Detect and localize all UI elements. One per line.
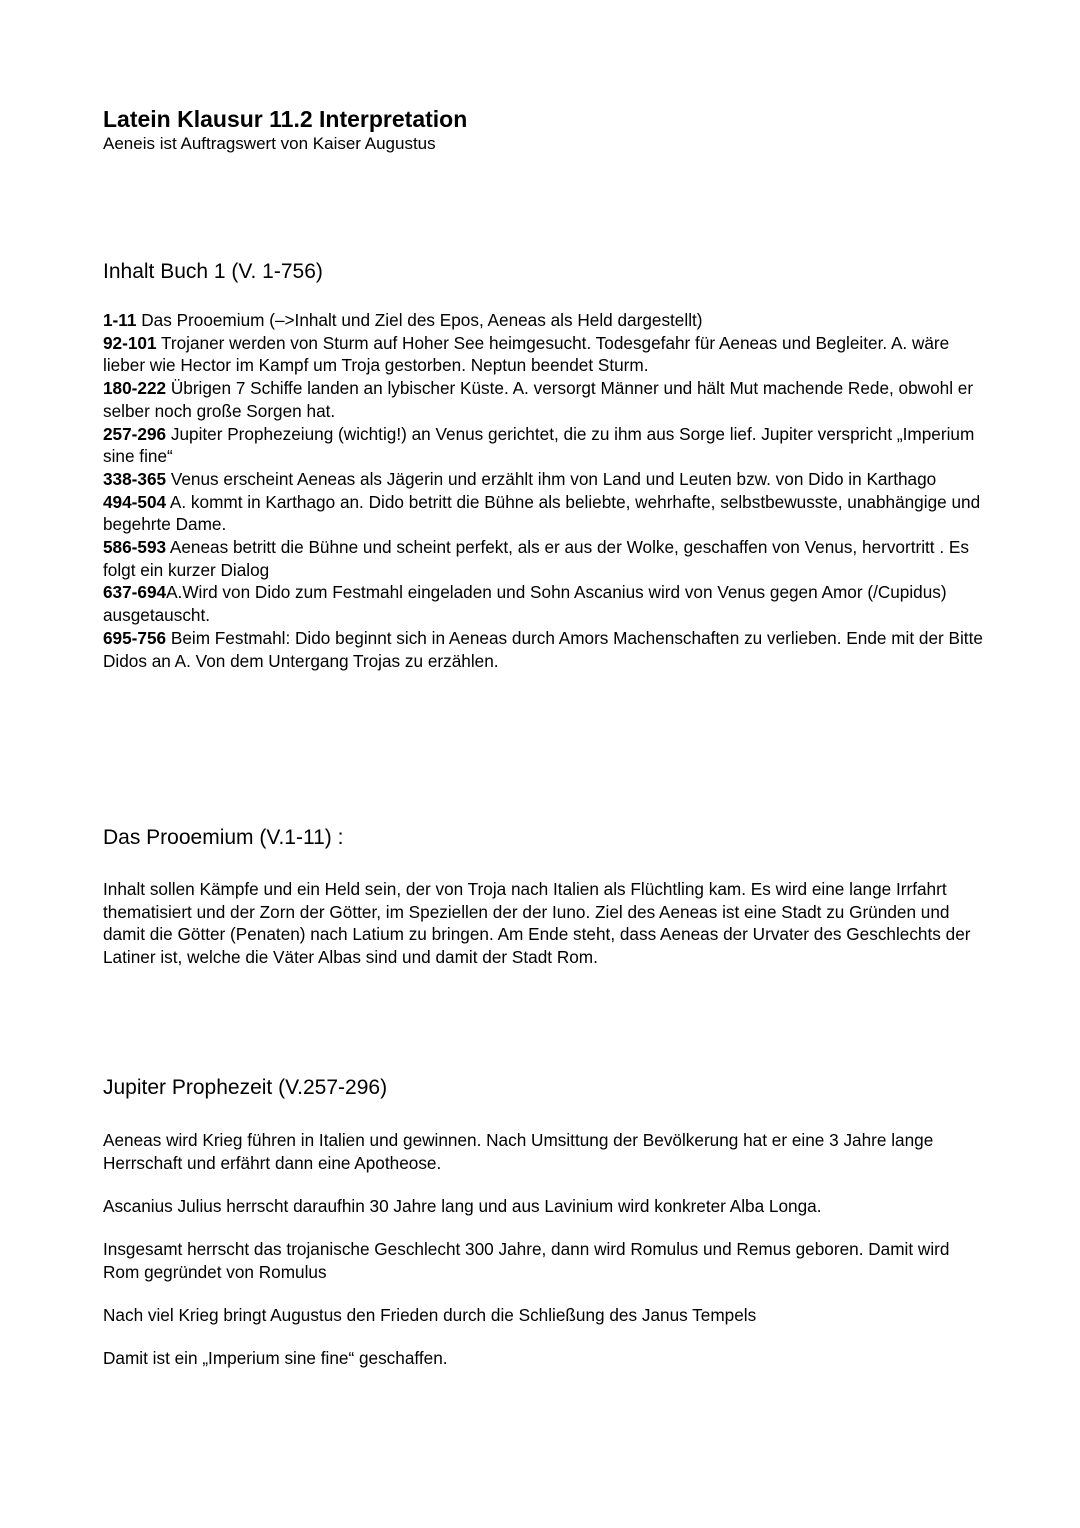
- entry-text: Trojaner werden von Sturm auf Hoher See heimgesucht. Todesgefahr für Aeneas und Begleiter. A. wäre lieber wie Hector im Kampf um Troja gestorben. Neptun beendet Sturm.: [103, 332, 950, 376]
- verse-range: 695-756: [103, 627, 167, 648]
- entry-text: Das Prooemium (–>Inhalt und Ziel des Epos, Aeneas als Held dargestellt): [136, 310, 703, 330]
- entry-text: Jupiter Prophezeiung (wichtig!) an Venus gerichtet, die zu ihm aus Sorge lief. Jupiter verspricht „Imperium sine fine“: [103, 423, 975, 467]
- inhalt-entry: [103, 536, 983, 581]
- document-title: Latein Klausur 11.2 Interpretation: [103, 106, 468, 132]
- entry-text: Beim Festmahl: Dido beginnt sich in Aeneas durch Amors Machenschaften zu verlieben. Ende mit der Bitte Didos an A. Von dem Untergang Trojas zu erzählen.: [103, 627, 983, 671]
- prooemium-body: [103, 878, 983, 969]
- inhalt-entry: [103, 491, 983, 536]
- verse-range: 637-694: [103, 582, 167, 603]
- entry-text: Übrigen 7 Schiffe landen an lybischer Küste. A. versorgt Männer und hält Mut machende Rede, obwohl er selber noch große Sorgen hat.: [103, 378, 974, 421]
- section-heading-prooemium: Das Prooemium (V.1-11) :: [103, 826, 344, 849]
- inhalt-entry: [103, 581, 983, 626]
- inhalt-entry: [103, 332, 983, 377]
- paragraph: Nach viel Krieg bringt Augustus den Frieden durch die Schließung des Janus Tempels: [103, 1304, 757, 1325]
- section-heading-jupiter: Jupiter Prophezeit (V.257-296): [103, 1076, 388, 1099]
- inhalt-entry: [103, 627, 983, 672]
- paragraph: Damit ist ein „Imperium sine fine“ geschaffen.: [103, 1347, 448, 1368]
- inhalt-entry: [103, 423, 983, 468]
- entry-text: A. kommt in Karthago an. Dido betritt die Bühne als beliebte, wehrhafte, selbstbewusste, unabhängige und begehrte Dame.: [103, 491, 981, 535]
- verse-range: 494-504: [103, 491, 167, 512]
- document-subtitle: Aeneis ist Auftragswert von Kaiser Augustus: [103, 134, 436, 153]
- verse-range: 1-11: [103, 310, 137, 330]
- entry-text: Aeneas betritt die Bühne und scheint perfekt, als er aus der Wolke, geschaffen von Venus, hervortritt . Es folgt ein kurzer Dialog: [103, 537, 969, 580]
- jupiter-body: [103, 1129, 983, 1369]
- paragraph: Ascanius Julius herrscht daraufhin 30 Jahre lang und aus Lavinium wird konkreter Alba Longa.: [103, 1195, 822, 1216]
- inhalt-entry: [103, 309, 983, 332]
- entry-text: A.Wird von Dido zum Festmahl eingeladen und Sohn Ascanius wird von Venus gegen Amor (/Cupidus) ausgetauscht.: [103, 582, 947, 626]
- section-heading-inhalt: Inhalt Buch 1 (V. 1-756): [103, 260, 323, 283]
- paragraph: Insgesamt herrscht das trojanische Geschlecht 300 Jahre, dann wird Romulus und Remus geboren. Damit wird Rom gegründet von Romulus: [103, 1238, 950, 1282]
- inhalt-entry: [103, 377, 983, 422]
- entry-text: Venus erscheint Aeneas als Jägerin und erzählt ihm von Land und Leuten bzw. von Dido in Karthago: [166, 468, 937, 489]
- inhalt-entry-list: [103, 309, 983, 672]
- paragraph: Inhalt sollen Kämpfe und ein Held sein, der von Troja nach Italien als Flüchtling kam. Es wird eine lange Irrfahrt thematisiert und der Zorn der Götter, im Speziellen der der Iuno. Ziel des Aeneas ist eine Stadt zu Gründen und damit die Götter (Penaten) nach Latium zu bringen. Am Ende steht, dass Aeneas der Urvater des Geschlechts der Latiner ist, welche die Väter Albas sind und damit der Stadt Rom.: [103, 879, 971, 968]
- inhalt-entry: [103, 468, 983, 491]
- verse-range: 586-593: [103, 537, 167, 558]
- verse-range: 180-222: [103, 378, 167, 399]
- paragraph: Aeneas wird Krieg führen in Italien und gewinnen. Nach Umsittung der Bevölkerung hat er eine 3 Jahre lange Herrschaft und erfährt dann eine Apotheose.: [103, 1130, 934, 1173]
- verse-range: 338-365: [103, 468, 167, 489]
- verse-range: 257-296: [103, 423, 167, 444]
- verse-range: 92-101: [103, 332, 157, 353]
